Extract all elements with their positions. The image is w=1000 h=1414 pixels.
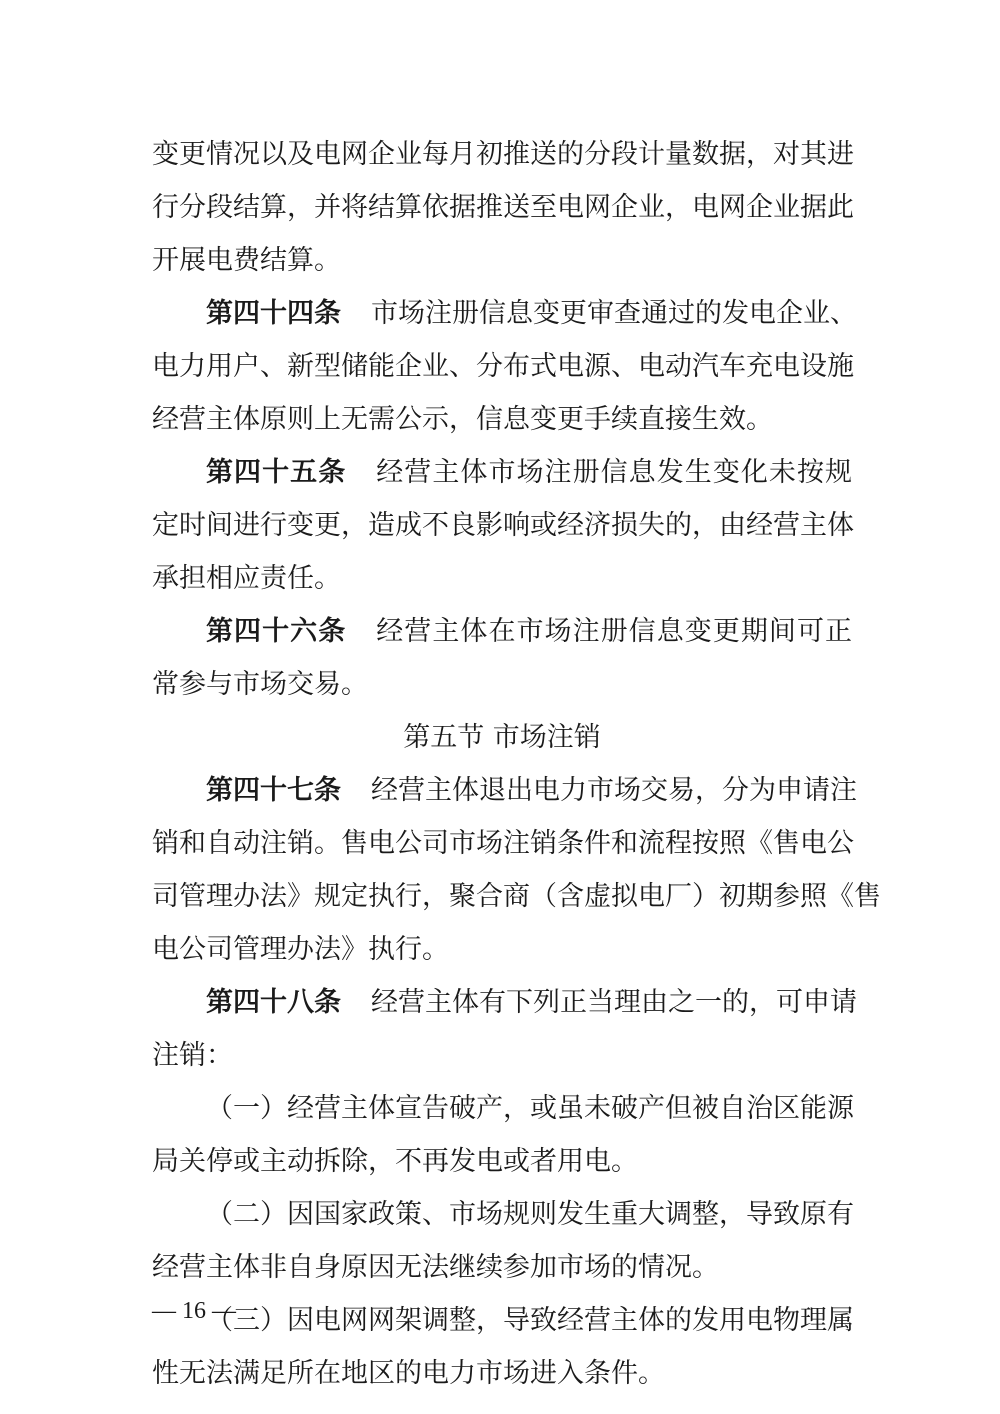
document-body bbox=[152, 128, 881, 1400]
article-number: 第四十七条 bbox=[206, 775, 341, 806]
text-line: 经营主体原则上无需公示，信息变更手续直接生效。 bbox=[152, 404, 773, 435]
text-line: 注销： bbox=[152, 1040, 233, 1071]
text-line bbox=[152, 446, 852, 499]
text-line: （三）因电网网架调整，导致经营主体的发用电物理属 bbox=[206, 1305, 854, 1336]
list-item bbox=[152, 1188, 852, 1294]
text-line: 定时间进行变更，造成不良影响或经济损失的，由经营主体 bbox=[152, 510, 854, 541]
article-number: 第四十四条 bbox=[206, 298, 341, 329]
text-line: 销和自动注销。售电公司市场注销条件和流程按照《售电公 bbox=[152, 828, 854, 859]
text-line bbox=[152, 976, 857, 1029]
text-line: 电公司管理办法》执行。 bbox=[152, 934, 449, 965]
paragraph-continuation bbox=[152, 128, 852, 287]
article-number: 第四十八条 bbox=[206, 987, 341, 1018]
text-line: 变更情况以及电网企业每月初推送的分段计量数据，对其进 bbox=[152, 139, 854, 170]
text-line bbox=[152, 605, 852, 658]
text-line: （二）因国家政策、市场规则发生重大调整，导致原有 bbox=[206, 1199, 854, 1230]
text-line: 电力用户、新型储能企业、分布式电源、电动汽车充电设施 bbox=[152, 351, 854, 382]
article-44 bbox=[152, 287, 857, 446]
text-line: 性无法满足所在地区的电力市场进入条件。 bbox=[152, 1358, 665, 1389]
section-heading: 第五节 市场注销 bbox=[403, 722, 601, 753]
article-text: 经营主体在市场注册信息变更期间可正 bbox=[376, 616, 853, 647]
text-line: 承担相应责任。 bbox=[152, 563, 341, 594]
article-text: 经营主体有下列正当理由之一的，可申请 bbox=[371, 987, 857, 1018]
text-line bbox=[152, 764, 857, 817]
article-47 bbox=[152, 764, 881, 976]
article-text: 经营主体市场注册信息发生变化未按规 bbox=[376, 457, 853, 488]
article-number: 第四十五条 bbox=[206, 457, 347, 488]
article-text: 市场注册信息变更审查通过的发电企业、 bbox=[371, 298, 857, 329]
text-line bbox=[152, 287, 857, 340]
text-line: 经营主体非自身原因无法继续参加市场的情况。 bbox=[152, 1252, 719, 1283]
list-item bbox=[152, 1082, 852, 1188]
article-text: 经营主体退出电力市场交易，分为申请注 bbox=[371, 775, 857, 806]
text-line: 开展电费结算。 bbox=[152, 245, 341, 276]
article-number: 第四十六条 bbox=[206, 616, 347, 647]
text-line: （一）经营主体宣告破产，或虽未破产但被自治区能源 bbox=[206, 1093, 854, 1124]
article-45 bbox=[152, 446, 852, 605]
text-line: 司管理办法》规定执行，聚合商（含虚拟电厂）初期参照《售 bbox=[152, 881, 881, 912]
text-line: 局关停或主动拆除，不再发电或者用电。 bbox=[152, 1146, 638, 1177]
page-number: — 16 — bbox=[152, 1298, 236, 1324]
list-item bbox=[152, 1294, 852, 1400]
text-line: 常参与市场交易。 bbox=[152, 669, 368, 700]
article-48 bbox=[152, 976, 857, 1082]
text-line: 行分段结算，并将结算依据推送至电网企业，电网企业据此 bbox=[152, 192, 854, 223]
article-46 bbox=[152, 605, 852, 711]
